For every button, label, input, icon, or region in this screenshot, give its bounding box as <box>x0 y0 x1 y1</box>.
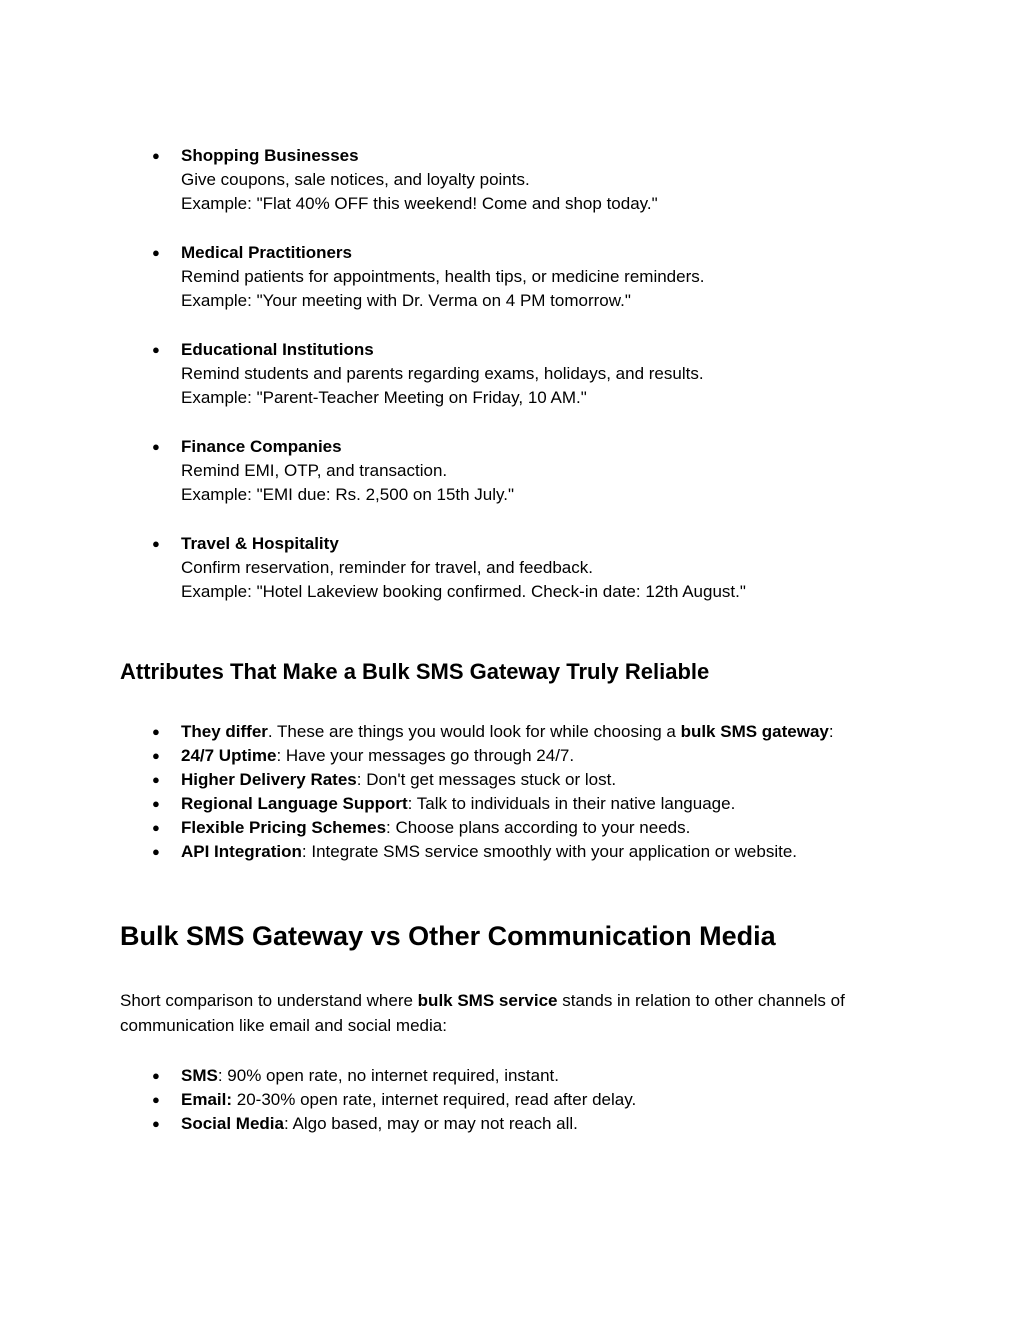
bullet-icon: ● <box>152 796 160 811</box>
use-case-example: Example: "Parent-Teacher Meeting on Friday, 10 AM." <box>181 388 587 407</box>
use-case-title: Educational Institutions <box>181 340 374 359</box>
attribute-text: : Have your messages go through 24/7. <box>276 746 575 765</box>
list-item <box>120 768 940 792</box>
comparison-paragraph-after: stands in relation to other channels of communication like email and social media: <box>120 991 845 1035</box>
attributes-heading: Attributes That Make a Bulk SMS Gateway Truly Reliable <box>120 659 710 684</box>
use-case-title: Travel & Hospitality <box>181 534 339 553</box>
use-case-title: Shopping Businesses <box>181 146 359 165</box>
comparison-label: Email: <box>181 1090 233 1109</box>
bullet-icon: ● <box>152 772 160 787</box>
bullet-icon: ● <box>152 536 160 551</box>
list-item <box>120 840 940 864</box>
comparison-label: SMS <box>181 1066 218 1085</box>
use-case-example: Example: "Flat 40% OFF this weekend! Come and shop today." <box>181 194 658 213</box>
bullet-icon: ● <box>152 1116 160 1131</box>
bullet-icon: ● <box>152 148 160 163</box>
attributes-intro-text: . These are things you would look for while choosing a <box>267 722 681 741</box>
attribute-text: : Choose plans according to your needs. <box>386 818 691 837</box>
list-item <box>120 720 940 744</box>
use-case-list <box>120 144 920 604</box>
use-case-example: Example: "Your meeting with Dr. Verma on 4 PM tomorrow." <box>181 291 631 310</box>
bullet-icon: ● <box>152 439 160 454</box>
attribute-text: : Integrate SMS service smoothly with your application or website. <box>301 842 798 861</box>
list-item <box>120 532 920 604</box>
attribute-label: Flexible Pricing Schemes <box>181 818 387 837</box>
list-item <box>120 1088 920 1112</box>
comparison-text: : Algo based, may or may not reach all. <box>283 1114 578 1133</box>
attribute-label: API Integration <box>181 842 302 861</box>
attribute-label: Regional Language Support <box>181 794 408 813</box>
attribute-label: Higher Delivery Rates <box>181 770 357 789</box>
list-item <box>120 792 940 816</box>
use-case-example: Example: "EMI due: Rs. 2,500 on 15th July." <box>181 485 515 504</box>
use-case-example: Example: "Hotel Lakeview booking confirmed. Check-in date: 12th August." <box>181 582 746 601</box>
use-case-description: Give coupons, sale notices, and loyalty points. <box>181 170 530 189</box>
attributes-list <box>120 720 940 864</box>
list-item <box>120 744 940 768</box>
comparison-paragraph <box>120 988 910 1038</box>
use-case-description: Remind patients for appointments, health tips, or medicine reminders. <box>181 267 705 286</box>
comparison-heading: Bulk SMS Gateway vs Other Communication Media <box>120 921 776 951</box>
bullet-icon: ● <box>152 820 160 835</box>
comparison-text: 20-30% open rate, internet required, read after delay. <box>232 1090 637 1109</box>
list-item <box>120 1064 920 1088</box>
attribute-text: : Don't get messages stuck or lost. <box>356 770 617 789</box>
list-item <box>120 338 920 410</box>
comparison-paragraph-bold: bulk SMS service <box>417 991 558 1010</box>
use-case-description: Remind EMI, OTP, and transaction. <box>181 461 448 480</box>
bullet-icon: ● <box>152 748 160 763</box>
bullet-icon: ● <box>152 844 160 859</box>
comparison-label: Social Media <box>181 1114 284 1133</box>
attributes-intro-bold: They differ <box>181 722 268 741</box>
bullet-icon: ● <box>152 724 160 739</box>
comparison-paragraph-before: Short comparison to understand where <box>120 991 418 1010</box>
use-case-description: Confirm reservation, reminder for travel, and feedback. <box>181 558 593 577</box>
attributes-intro-bold-term: bulk SMS gateway <box>680 722 829 741</box>
comparison-text: : 90% open rate, no internet required, instant. <box>217 1066 560 1085</box>
bullet-icon: ● <box>152 342 160 357</box>
list-item <box>120 435 920 507</box>
list-item <box>120 144 920 216</box>
bullet-icon: ● <box>152 1068 160 1083</box>
bullet-icon: ● <box>152 245 160 260</box>
list-item <box>120 1112 920 1136</box>
comparison-list <box>120 1064 920 1136</box>
use-case-title: Finance Companies <box>181 437 342 456</box>
attributes-intro-colon: : <box>828 722 834 741</box>
list-item <box>120 241 920 313</box>
use-case-title: Medical Practitioners <box>181 243 353 262</box>
attribute-text: : Talk to individuals in their native language. <box>407 794 736 813</box>
list-item <box>120 816 940 840</box>
use-case-description: Remind students and parents regarding exams, holidays, and results. <box>181 364 704 383</box>
bullet-icon: ● <box>152 1092 160 1107</box>
attribute-label: 24/7 Uptime <box>181 746 277 765</box>
